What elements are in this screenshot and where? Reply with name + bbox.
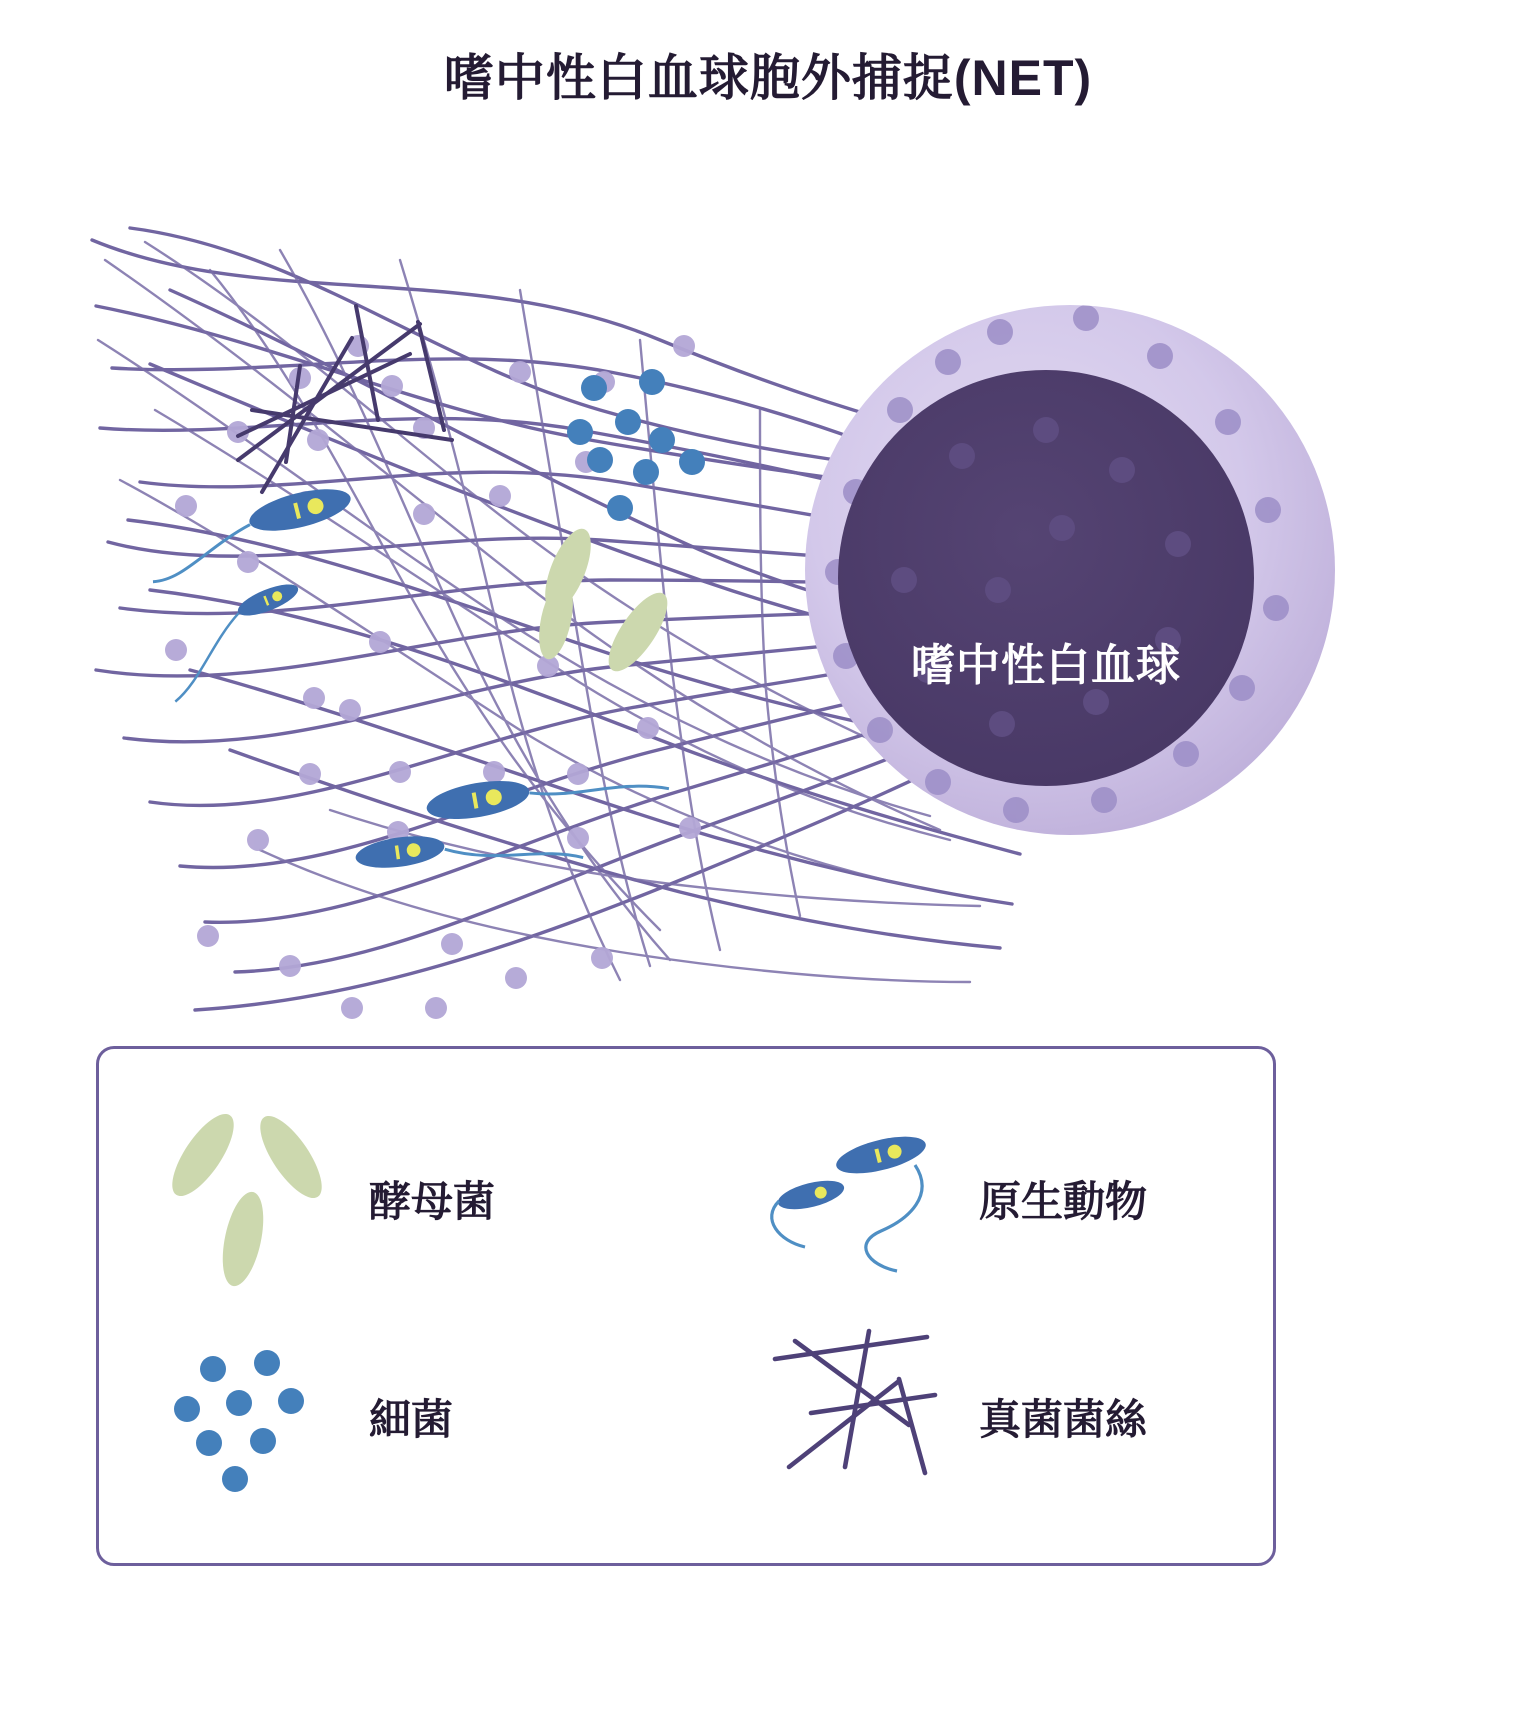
neutrophil-cell — [805, 305, 1335, 835]
protozoa-icon — [749, 1099, 979, 1299]
legend-grid — [99, 1049, 1273, 1563]
neutrophil-label: 嗜中性白血球 — [911, 641, 1181, 690]
page-title: 嗜中性白血球胞外捕捉(NET) — [443, 50, 1093, 106]
legend-item-protozoa — [749, 1099, 1147, 1299]
hyphae-icon — [749, 1317, 979, 1517]
bacteria-icon — [139, 1317, 369, 1517]
yeast-icon — [139, 1099, 369, 1299]
legend-label-bacteria: 細菌 — [369, 1396, 454, 1443]
legend-label-protozoa: 原生動物 — [979, 1178, 1148, 1225]
legend-box — [96, 1046, 1276, 1566]
net-diagram-figure — [0, 110, 1536, 1050]
legend-label-yeast: 酵母菌 — [369, 1178, 496, 1225]
net-diagram-svg — [0, 110, 1536, 1050]
legend-label-hyphae: 真菌菌絲 — [979, 1396, 1148, 1443]
legend-item-bacteria — [139, 1317, 453, 1517]
legend-item-yeast — [139, 1099, 495, 1299]
legend-item-hyphae — [749, 1317, 1147, 1517]
